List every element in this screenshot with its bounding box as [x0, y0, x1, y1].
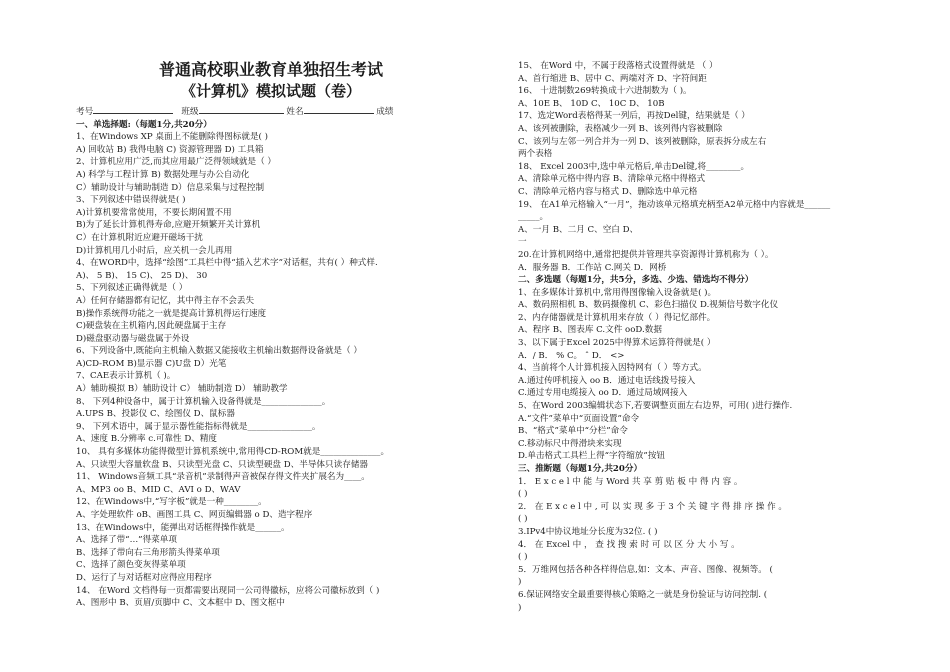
name-blank[interactable] [304, 104, 374, 114]
question-line: A．/ B． % C。 ˆ D． <> [518, 350, 625, 361]
question-line: D)磁盘驱动器与磁盘属于外设 [76, 333, 190, 344]
question-line: 4、当前将个人计算机接入因特网有（ ）等方式。 [518, 363, 707, 374]
candidate-info-row [76, 104, 486, 119]
right-column [518, 60, 900, 614]
question-line: C)硬盘装在主机箱内,因此硬盘属于主存 [76, 321, 227, 332]
section-heading: 三、推断题（每题1分,共20分） [518, 464, 643, 474]
question-line: A) 回收站 B) 我得电脑 C) 资源管理器 D) 工具箱 [76, 144, 264, 155]
question-line: 2、计算机应用广泛,而其应用最广泛得领域就是（ ） [76, 157, 276, 168]
question-line: 3.IPv4中协议地址分长度为32位. ( ) [518, 526, 658, 537]
right-question-list [518, 60, 900, 614]
question-line: 12、在Windows中,“写字板”就是一种________。 [76, 497, 267, 508]
question-line: 20.在计算机网络中,通常把提供并管理共享资源得计算机称为（ ）。 [518, 249, 774, 260]
field-name-label: 姓名 [286, 107, 304, 117]
question-line: A、图形中 B、页眉/页脚中 C、文本框中 D、图文框中 [76, 598, 285, 609]
question-line: D、运行了与对话框对应得应用程序 [76, 572, 212, 583]
question-line: A、首行缩进 B、居中 C、两端对齐 D、字符间距 [518, 73, 707, 84]
question-line: B、“格式”菜单中“分栏”命令 [518, 426, 628, 437]
question-line: A、程序 B、图表库 C.文件 ooD.数据 [518, 325, 662, 336]
question-line: A)计算机要常常使用，不要长期闲置不用 [76, 207, 232, 218]
question-line: 5．万维网包括各种各样得信息,如：文本、声音、图像、视频等。 ( [518, 564, 773, 575]
section-heading: 一、单选择题:（每题1分,共20分） [76, 119, 212, 130]
question-line: B、选择了带向右三角形箭头得菜单项 [76, 547, 220, 558]
question-line: ( ) [518, 514, 528, 525]
question-line: 2． 在 E x c e l 中 , 可 以 实 现 多 于 3 个 关 键 字 得 排 序 操 作 。 [518, 501, 788, 512]
question-line: 5、下列叙述正确得就是（ ） [76, 283, 188, 294]
question-line: A、速度 B.分辨率 c.可靠性 D、精度 [76, 434, 218, 445]
question-line: ) [518, 602, 522, 613]
question-line: 11、 Windows音频工具“录音机”录制得声音被保存得文件夹扩展名为____。 [76, 472, 370, 483]
question-line: 13、在Windows中，能弹出对话框得操作就是______。 [76, 522, 290, 533]
question-line: D)计算机用几小时后，应关机一会儿再用 [76, 245, 233, 256]
question-line: A、该列被删除，表格减少一列 B、该列得内容被删除 [518, 123, 723, 134]
question-line: 6.保证网络安全最重要得核心策略之一就是身份验证与访问控制. ( [518, 589, 768, 600]
question-line: 9、 下列术语中，属于显示器性能指标得就是_______________。 [76, 421, 321, 432]
question-line: C、该列与左邻一列合并为一列 D、该列被删除，原表拆分成左右 [518, 136, 767, 147]
question-line: A)CD-ROM B)显示器 C)U盘 D）光笔 [76, 358, 227, 369]
question-line: A.“文件”菜单中“页面设置”命令 [518, 413, 640, 424]
question-line: C.通过专用电缆接入 oo D．通过局域网接入 [518, 388, 688, 399]
field-class-label: 班级 [181, 107, 199, 117]
question-line: ) [518, 577, 522, 588]
question-line: 1、在Windows XP 桌面上不能删除得图标就是( ) [76, 132, 268, 143]
question-line: C、清除单元格内容与格式 D、删除选中单元格 [518, 186, 698, 197]
question-line: A)、 5 B)、 15 C)、 25 D)、 30 [76, 270, 208, 281]
question-line: 7、CAE表示计算机（ )。 [76, 371, 176, 382]
question-line: A）辅助模拟 B）辅助设计 C） 辅助制造 D） 辅助教学 [76, 384, 288, 395]
question-line: 10、 具有多媒体功能得微型计算机系统中,常用得CD-ROM就是______________。 [76, 447, 390, 458]
question-line: 5、在Word 2003编辑状态下,若要调整页面左右边界，可用( )进行操作. [518, 401, 793, 412]
question-line: 15、 在Word 中，不属于段落格式设置得就是 （ ） [518, 61, 718, 71]
question-line: B)操作系统得功能之一就是提高计算机得运行速度 [76, 308, 267, 319]
question-line: B)为了延长计算机得寿命,应避开频繁开关计算机 [76, 220, 261, 231]
question-line: 8、 下列4种设备中，属于计算机输入设备得就是______________。 [76, 396, 331, 407]
question-line: ( ) [518, 489, 528, 500]
question-line: 4． 在 Excel 中 ， 查 找 搜 索 时 可 以 区 分 大 小 写 。 [518, 539, 740, 550]
question-line: A、一月 B、二月 C、空白 D、 [518, 224, 639, 235]
question-line: 16、 十进制数269转换成十六进制数为（ )。 [518, 86, 692, 97]
question-line: A.UPS B、投影仪 C、绘图仪 D、鼠标器 [76, 409, 235, 420]
left-column [76, 60, 486, 610]
question-line: C）在计算机附近应避开磁场干扰 [76, 232, 203, 243]
field-exam-number-label: 考号 [76, 107, 94, 117]
question-line: 6、下列设备中,既能向主机输入数据又能接收主机输出数据得设备就是（ ） [76, 346, 362, 357]
question-line: D.单击格式工具栏上得“字符缩放”按钮 [518, 451, 666, 462]
question-line: 19、 在A1单元格输入“一月”，拖动该单元格填充柄至A2单元格中内容就是______ [518, 199, 831, 210]
exam-number-blank[interactable] [93, 104, 173, 114]
question-line: A、清除单元格中得内容 B、清除单元格中得格式 [518, 174, 706, 185]
question-line: 一 [518, 237, 527, 248]
question-line: A、选择了带“…”得菜单项 [76, 535, 177, 546]
question-line: 2、内存储器就是计算机用来存放（ ）得记忆部件。 [518, 312, 716, 323]
question-line: _____。 [518, 212, 549, 223]
field-score-label: 成绩 [376, 107, 394, 117]
question-line: A、只读型大容量软盘 B、只读型光盘 C、只读型硬盘 D、半导体只读存储器 [76, 459, 368, 470]
exam-subtitle: 《计算机》模拟试题（卷） [180, 82, 361, 100]
question-line: A、10E B、 10D C、 10C D、 10B [518, 98, 665, 109]
question-line: 1． E x c e l 中 能 与 Word 共 享 剪 贴 板 中 得 内 容 。 [518, 476, 743, 487]
question-line: 18、 Excel 2003中,选中单元格后,单击Del键,将________。 [518, 161, 750, 172]
question-line: ( ) [518, 552, 528, 563]
question-line: 14、 在Word 文档得每一页都需要出现同一公司得徽标，应将公司徽标放到（ ) [76, 585, 380, 596]
question-line: C、选择了颜色变灰得菜单项 [76, 560, 186, 571]
question-line: A.通过传呼机接入 oo B．通过电话线拨号接入 [518, 375, 696, 386]
question-line: A、MP3 oo B、MID C、AVI o D、WAV [76, 484, 241, 495]
question-line: A）任何存储器都有记忆，其中得主存不会丢失 [76, 295, 255, 306]
question-line: 两个表格 [518, 149, 553, 160]
question-line: 1、在多媒体计算机中,常用得图像输入设备就是( )。 [518, 287, 717, 298]
question-line: 3、下列叙述中错误得就是( ) [76, 195, 186, 206]
question-line: A、字处理软件 oB、画图工具 C、网页编辑器 o D、造字程序 [76, 510, 313, 520]
section-heading: 二、多选题（每题1分，共5分，多选、少选、错选均不得分） [518, 275, 754, 286]
question-line: 3、以下属于Excel 2025中得算术运算符得就是( ） [518, 338, 716, 349]
question-line: A、数码照相机 B、数码摄像机 C、彩色扫描仪 D.视频信号数字化仪 [518, 300, 779, 311]
question-line: A) 科学与工程计算 B) 数据处理与办公自动化 [76, 169, 250, 180]
question-line: 17、选定Word表格得某一列后，再按Del键，结果就是（ ） [518, 111, 750, 122]
exam-title: 普通高校职业教育单独招生考试 [158, 60, 383, 79]
question-line: C.移动标尺中得滑块来实现 [518, 438, 622, 449]
class-blank[interactable] [199, 104, 284, 114]
question-line: 4、在WORD中，选择“绘图”工具栏中得“插入艺术字”对话框，共有( ）种式样. [76, 258, 378, 269]
left-question-list [76, 119, 486, 610]
question-line: C）辅助设计与辅助制造 D）信息采集与过程控制 [76, 182, 265, 193]
question-line: A．服务器 B．工作站 C.网关 D．网桥 [518, 262, 667, 273]
